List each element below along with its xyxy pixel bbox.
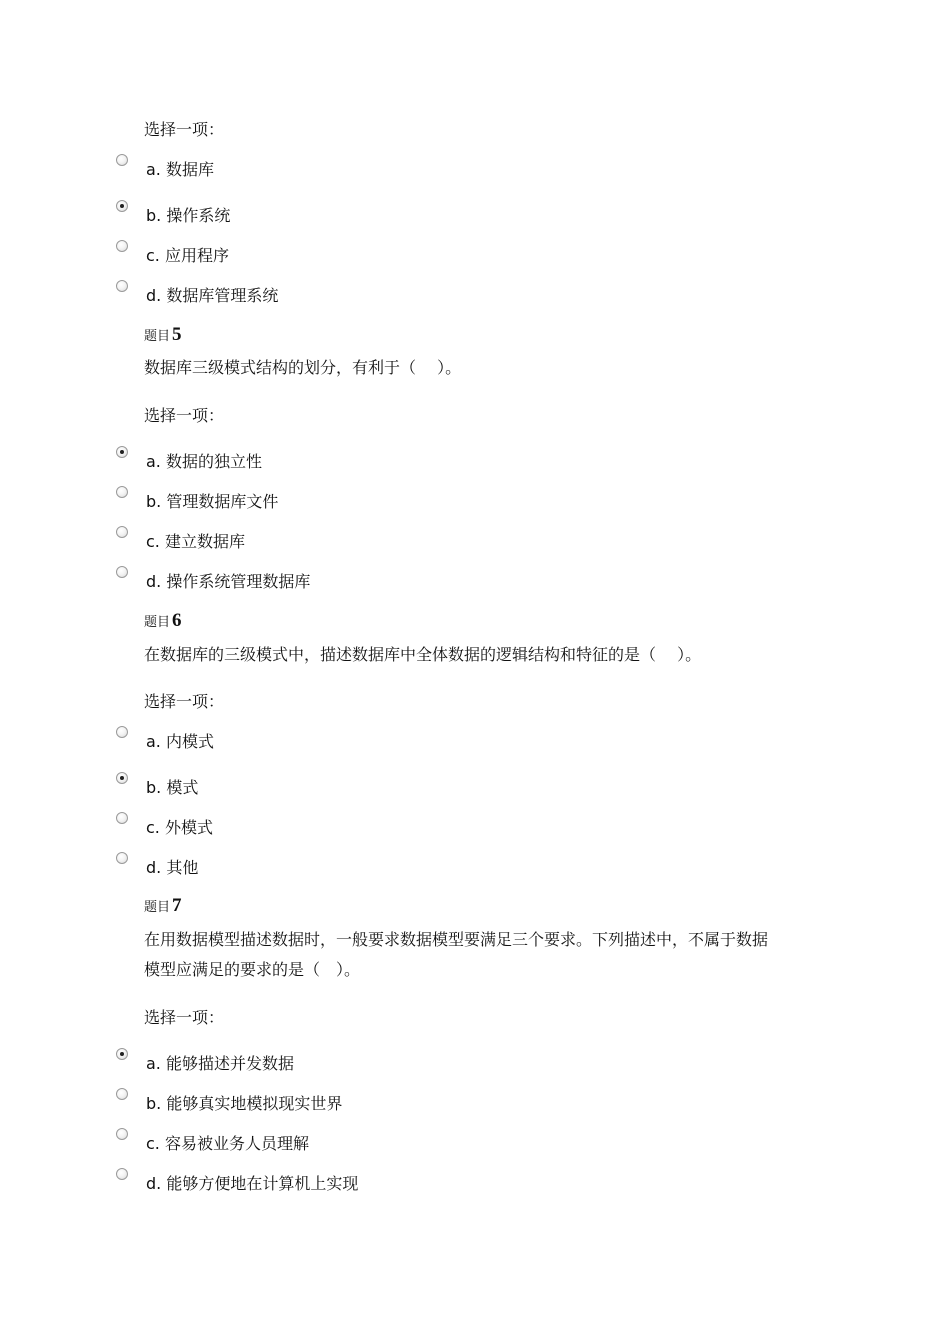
question-text-7-line1: 在用数据模型描述数据时，一般要求数据模型要满足三个要求。下列描述中，不属于数据: [144, 930, 769, 949]
option-q7-b[interactable]: b. 能够真实地模拟现实世界: [146, 1094, 343, 1113]
radio-q6-b[interactable]: [116, 772, 128, 784]
option-q5-a[interactable]: a. 数据的独立性: [146, 452, 262, 471]
radio-q5-a[interactable]: [116, 446, 128, 458]
radio-q7-b[interactable]: [116, 1088, 128, 1100]
question-heading-7: [144, 895, 182, 917]
option-q7-a[interactable]: a. 能够描述并发数据: [146, 1054, 294, 1073]
question-number: 7: [172, 895, 182, 916]
radio-q6-a[interactable]: [116, 726, 128, 738]
radio-q4-d[interactable]: [116, 280, 128, 292]
option-q6-d[interactable]: d. 其他: [146, 858, 199, 877]
radio-q7-d[interactable]: [116, 1168, 128, 1180]
option-q5-c[interactable]: c. 建立数据库: [146, 532, 245, 551]
choose-one-prompt: 选择一项：: [144, 120, 225, 139]
option-q7-d[interactable]: d. 能够方便地在计算机上实现: [146, 1174, 359, 1193]
radio-q5-b[interactable]: [116, 486, 128, 498]
radio-q5-c[interactable]: [116, 526, 128, 538]
question-label: 题目: [144, 329, 171, 344]
question-label: 题目: [144, 615, 171, 630]
choose-one-prompt: 选择一项：: [144, 692, 225, 711]
question-number: 6: [172, 610, 182, 631]
question-text-6: 在数据库的三级模式中，描述数据库中全体数据的逻辑结构和特征的是（ ）。: [144, 645, 702, 664]
radio-q5-d[interactable]: [116, 566, 128, 578]
choose-one-prompt: 选择一项：: [144, 406, 225, 425]
radio-q7-c[interactable]: [116, 1128, 128, 1140]
question-number: 5: [172, 324, 182, 345]
option-q4-d[interactable]: d. 数据库管理系统: [146, 286, 279, 305]
option-q4-b[interactable]: b. 操作系统: [146, 206, 231, 225]
radio-q7-a[interactable]: [116, 1048, 128, 1060]
option-q6-b[interactable]: b. 模式: [146, 778, 199, 797]
question-text-5: 数据库三级模式结构的划分，有利于（ ）。: [144, 358, 462, 377]
choose-one-prompt: 选择一项：: [144, 1008, 225, 1027]
option-q7-c[interactable]: c. 容易被业务人员理解: [146, 1134, 309, 1153]
radio-q6-d[interactable]: [116, 852, 128, 864]
radio-q4-b[interactable]: [116, 200, 128, 212]
question-text-7-line2: 模型应满足的要求的是（ ）。: [144, 960, 361, 979]
radio-q4-a[interactable]: [116, 154, 128, 166]
radio-q6-c[interactable]: [116, 812, 128, 824]
question-heading-5: [144, 324, 182, 346]
option-q4-c[interactable]: c. 应用程序: [146, 246, 229, 265]
option-q5-b[interactable]: b. 管理数据库文件: [146, 492, 279, 511]
question-heading-6: [144, 610, 182, 632]
option-q6-a[interactable]: a. 内模式: [146, 732, 214, 751]
option-q5-d[interactable]: d. 操作系统管理数据库: [146, 572, 311, 591]
option-q6-c[interactable]: c. 外模式: [146, 818, 213, 837]
option-q4-a[interactable]: a. 数据库: [146, 160, 214, 179]
question-label: 题目: [144, 900, 171, 915]
radio-q4-c[interactable]: [116, 240, 128, 252]
